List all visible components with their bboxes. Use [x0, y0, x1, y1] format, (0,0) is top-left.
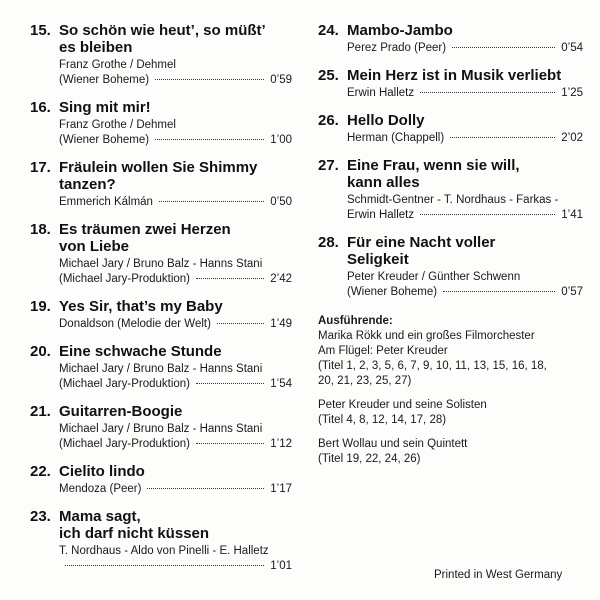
credit-line: (Michael Jary-Produktion) [59, 378, 191, 390]
track-heading [30, 298, 292, 315]
track-duration: 1’49 [270, 318, 292, 330]
track-item [30, 463, 292, 497]
track-heading [30, 22, 292, 56]
track-credits [347, 193, 583, 223]
track-heading [318, 67, 583, 84]
tracks-right [318, 22, 583, 300]
tracklist-right-column [318, 22, 583, 476]
track-number: 15. [30, 22, 51, 39]
track-item [30, 221, 292, 287]
credit-line: Michael Jary / Bruno Balz - Hanns Stani [59, 258, 263, 270]
track-heading [30, 343, 292, 360]
track-title-line: Cielito lindo [59, 463, 145, 480]
track-title-line: tanzen? [59, 176, 116, 193]
performer-group [318, 437, 583, 467]
credit-duration-row [59, 317, 292, 332]
track-number: 22. [30, 463, 51, 480]
track-heading [30, 159, 292, 193]
track-duration: 1’01 [270, 560, 292, 572]
track-heading [318, 22, 583, 39]
track-credits [59, 317, 292, 332]
track-item [318, 112, 583, 146]
track-title [347, 234, 583, 268]
track-number: 23. [30, 508, 51, 525]
track-title [59, 159, 292, 193]
credit-duration-row [347, 208, 583, 223]
track-credits [59, 195, 292, 210]
credit-line: Erwin Halletz [347, 209, 415, 221]
dot-leader [196, 443, 264, 444]
track-credits [59, 362, 292, 392]
dot-leader [155, 139, 264, 140]
track-title [59, 221, 292, 255]
performer-line: Am Flügel: Peter Kreuder [318, 345, 448, 357]
track-heading [30, 508, 292, 542]
track-item [318, 157, 583, 223]
printed-in-note: Printed in West Germany [434, 569, 563, 581]
dot-leader [159, 201, 264, 202]
credit-line: Mendoza (Peer) [59, 483, 142, 495]
credit-line: (Michael Jary-Produktion) [59, 438, 191, 450]
track-title-line: kann alles [347, 174, 420, 191]
track-duration: 1’41 [561, 209, 583, 221]
track-item [30, 403, 292, 452]
credit-line: Schmidt-Gentner - T. Nordhaus - Farkas - [347, 194, 559, 206]
track-title-line: es bleiben [59, 39, 133, 56]
track-credits [347, 86, 583, 101]
dot-leader [420, 214, 555, 215]
track-title-line: Eine Frau, wenn sie will, [347, 157, 520, 174]
credit-duration-row [59, 195, 292, 210]
credit-duration-row [347, 285, 583, 300]
track-title-line: Yes Sir, that’s my Baby [59, 298, 223, 315]
track-credits [347, 270, 583, 300]
dot-leader [196, 383, 264, 384]
track-item [30, 99, 292, 148]
track-heading [30, 221, 292, 255]
credit-line: Erwin Halletz [347, 87, 415, 99]
track-title-line: Mambo-Jambo [347, 22, 453, 39]
track-title [347, 112, 583, 129]
track-title [59, 403, 292, 420]
performer-line: (Titel 19, 22, 24, 26) [318, 453, 421, 465]
track-duration: 1’17 [270, 483, 292, 495]
track-title-line: Sing mit mir! [59, 99, 151, 116]
credit-duration-row [59, 482, 292, 497]
track-credits [59, 58, 292, 88]
track-title [59, 508, 292, 542]
dot-leader [217, 323, 264, 324]
credit-duration-row [347, 131, 583, 146]
track-duration: 0’54 [561, 42, 583, 54]
track-credits [59, 257, 292, 287]
track-number: 17. [30, 159, 51, 176]
track-duration: 1’00 [270, 134, 292, 146]
track-title [59, 298, 292, 315]
track-heading [318, 157, 583, 191]
track-duration: 2’02 [561, 132, 583, 144]
track-heading [30, 99, 292, 116]
track-title-line: Guitarren-Boogie [59, 403, 183, 420]
credit-line: (Wiener Boheme) [59, 134, 150, 146]
credit-duration-row [59, 559, 292, 574]
track-number: 26. [318, 112, 339, 129]
track-duration: 1’12 [270, 438, 292, 450]
track-number: 21. [30, 403, 51, 420]
track-title-line: Mama sagt, [59, 508, 141, 525]
dot-leader [196, 278, 264, 279]
track-number: 27. [318, 157, 339, 174]
credit-line: (Wiener Boheme) [347, 286, 438, 298]
credit-line: Emmerich Kálmán [59, 196, 153, 208]
track-heading [318, 234, 583, 268]
credit-duration-row [59, 437, 292, 452]
track-heading [318, 112, 583, 129]
performer-group [318, 398, 583, 428]
tracklist-left-column [30, 22, 292, 585]
track-duration: 0’57 [561, 286, 583, 298]
credit-line: Herman (Chappell) [347, 132, 445, 144]
credit-duration-row [59, 73, 292, 88]
credit-line: (Wiener Boheme) [59, 74, 150, 86]
credit-line: T. Nordhaus - Aldo von Pinelli - E. Halletz [59, 545, 269, 557]
track-title-line: Es träumen zwei Herzen [59, 221, 231, 238]
performer-line: (Titel 4, 8, 12, 14, 17, 28) [318, 414, 447, 426]
track-item [318, 67, 583, 101]
track-duration: 1’25 [561, 87, 583, 99]
performers-heading: Ausführende: [318, 315, 393, 327]
credit-duration-row [59, 133, 292, 148]
track-credits [59, 422, 292, 452]
dot-leader [147, 488, 264, 489]
track-title [59, 463, 292, 480]
track-number: 25. [318, 67, 339, 84]
track-number: 20. [30, 343, 51, 360]
track-item [30, 508, 292, 574]
track-item [30, 343, 292, 392]
performer-line: Marika Rökk und ein großes Filmorchester [318, 330, 535, 342]
track-title-line: Hello Dolly [347, 112, 425, 129]
track-heading [30, 403, 292, 420]
track-heading [30, 463, 292, 480]
dot-leader [452, 47, 555, 48]
dot-leader [443, 291, 555, 292]
track-credits [347, 131, 583, 146]
credit-line: Michael Jary / Bruno Balz - Hanns Stani [59, 423, 263, 435]
track-title [59, 99, 292, 116]
track-number: 18. [30, 221, 51, 238]
credit-line: Franz Grothe / Dehmel [59, 59, 176, 71]
track-credits [347, 41, 583, 56]
track-title-line: Seligkeit [347, 251, 409, 268]
track-duration: 0’50 [270, 196, 292, 208]
credit-duration-row [59, 272, 292, 287]
track-number: 28. [318, 234, 339, 251]
track-item [30, 298, 292, 332]
credit-line: Franz Grothe / Dehmel [59, 119, 176, 131]
track-title [347, 157, 583, 191]
track-title-line: Fräulein wollen Sie Shimmy [59, 159, 258, 176]
credit-line: Donaldson (Melodie der Welt) [59, 318, 211, 330]
credit-line: Peter Kreuder / Günther Schwenn [347, 271, 521, 283]
dot-leader [420, 92, 555, 93]
credit-duration-row [347, 86, 583, 101]
track-number: 19. [30, 298, 51, 315]
track-duration: 2’42 [270, 273, 292, 285]
dot-leader [65, 565, 264, 566]
track-title [347, 22, 583, 39]
track-item [30, 159, 292, 210]
credit-duration-row [347, 41, 583, 56]
performers-groups [318, 329, 583, 467]
track-item [318, 234, 583, 300]
dot-leader [155, 79, 264, 80]
track-title-line: Mein Herz ist in Musik verliebt [347, 67, 562, 84]
track-duration: 1’54 [270, 378, 292, 390]
performer-line: Peter Kreuder und seine Solisten [318, 399, 487, 411]
track-credits [59, 118, 292, 148]
dot-leader [450, 137, 555, 138]
track-item [30, 22, 292, 88]
performer-group [318, 329, 583, 389]
track-title [59, 22, 292, 56]
track-title [59, 343, 292, 360]
track-title-line: Für eine Nacht voller [347, 234, 496, 251]
performers-section [318, 314, 583, 467]
credit-line: Perez Prado (Peer) [347, 42, 447, 54]
track-title-line: von Liebe [59, 238, 130, 255]
track-title-line: ich darf nicht küssen [59, 525, 210, 542]
track-title [347, 67, 583, 84]
credit-line: (Michael Jary-Produktion) [59, 273, 191, 285]
track-number: 24. [318, 22, 339, 39]
credit-line: Michael Jary / Bruno Balz - Hanns Stani [59, 363, 263, 375]
track-duration: 0’59 [270, 74, 292, 86]
track-credits [59, 544, 292, 574]
performer-line: 20, 21, 23, 25, 27) [318, 375, 412, 387]
performer-line: Bert Wollau und sein Quintett [318, 438, 468, 450]
credit-duration-row [59, 377, 292, 392]
track-title-line: Eine schwache Stunde [59, 343, 222, 360]
track-credits [59, 482, 292, 497]
performer-line: (Titel 1, 2, 3, 5, 6, 7, 9, 10, 11, 13, 15, 16, 18, [318, 360, 547, 372]
track-title-line: So schön wie heut’, so müßt’ [59, 22, 266, 39]
track-item [318, 22, 583, 56]
track-number: 16. [30, 99, 51, 116]
